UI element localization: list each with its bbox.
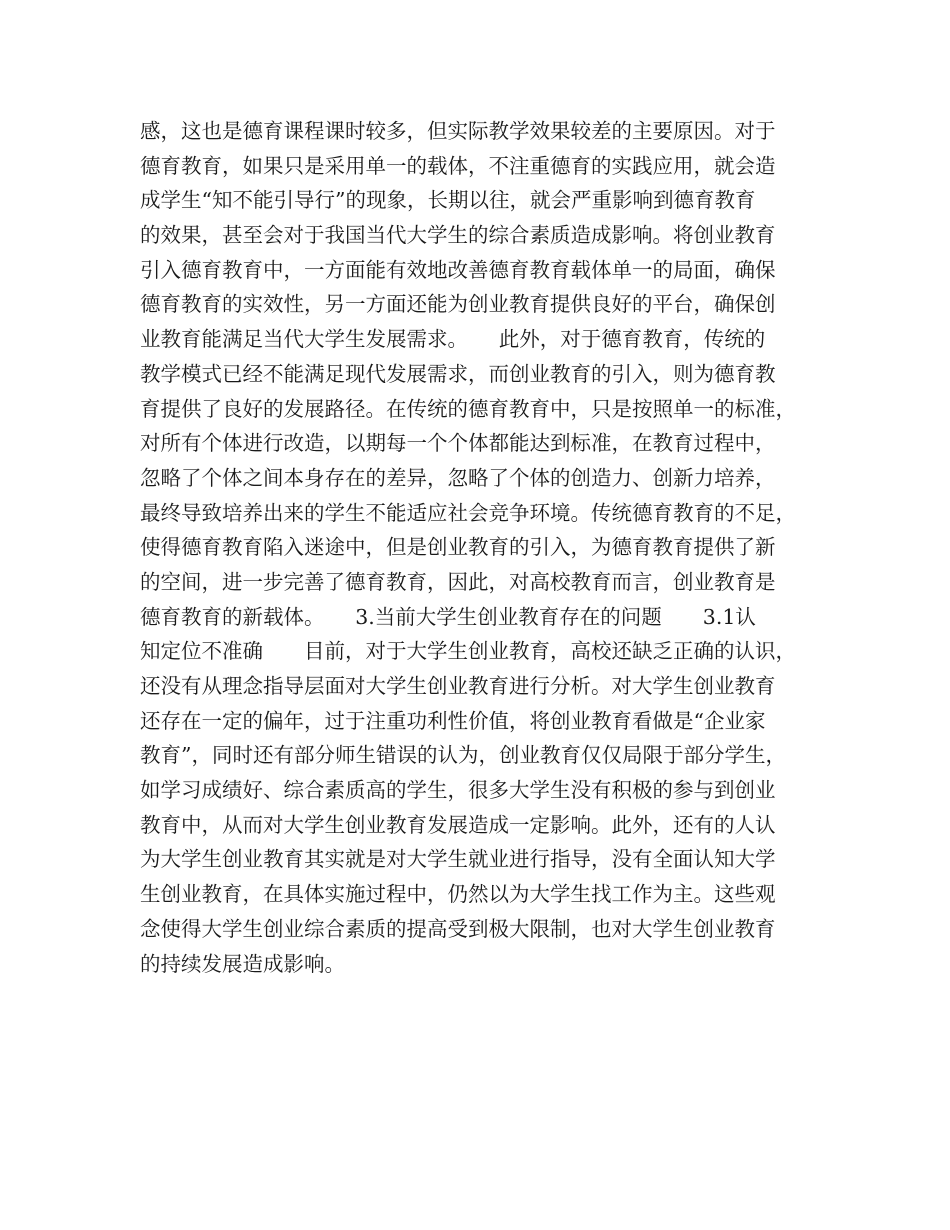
text-line: 教育中，从而对大学生创业教育发展造成一定影响。此外，还有的人认 xyxy=(140,812,776,837)
text-line: 对所有个体进行改造，以期每一个个体都能达到标准，在教育过程中， xyxy=(140,431,776,456)
text-line: 的持续发展造成影响。 xyxy=(140,951,345,976)
text-line: 引入德育教育中，一方面能有效地改善德育教育载体单一的局面，确保 xyxy=(140,257,776,282)
text-line: 如学习成绩好、综合素质高的学生，很多大学生没有积极的参与到创业 xyxy=(140,778,776,803)
text-line: 知定位不准确 目前，对于大学生创业教育，高校还缺乏正确的认识， xyxy=(140,639,796,664)
text-line: 育提供了良好的发展路径。在传统的德育教育中，只是按照单一的标准， xyxy=(140,396,796,421)
text-line: 德育教育的实效性，另一方面还能为创业教育提供良好的平台，确保创 xyxy=(140,292,776,317)
text-line: 为大学生创业教育其实就是对大学生就业进行指导，没有全面认知大学 xyxy=(140,847,776,872)
text-line: 还没有从理念指导层面对大学生创业教育进行分析。对大学生创业教育 xyxy=(140,674,776,698)
text-line: 感，这也是德育课程课时较多，但实际教学效果较差的主要原因。对于 xyxy=(140,119,776,143)
text-line: 的效果，甚至会对于我国当代大学生的综合素质造成影响。将创业教育 xyxy=(140,223,776,248)
text-line: 德育教育的新载体。 3.当前大学生创业教育存在的问题 3.1认 xyxy=(140,604,756,629)
text-line: 生创业教育，在具体实施过程中，仍然以为大学生找工作为主。这些观 xyxy=(140,882,776,907)
body-text xyxy=(140,114,830,981)
text-line: 最终导致培养出来的学生不能适应社会竞争环境。传统德育教育的不足， xyxy=(140,500,796,525)
text-line: 成学生“知不能引导行”的现象，长期以往，就会严重影响到德育教育 xyxy=(140,188,756,213)
text-line: 忽略了个体之间本身存在的差异，忽略了个体的创造力、创新力培养， xyxy=(140,465,776,490)
text-line: 还存在一定的偏年，过于注重功利性价值，将创业教育看做是“企业家 xyxy=(140,708,766,733)
text-line: 的空间，进一步完善了德育教育，因此，对高校教育而言，创业教育是 xyxy=(140,569,776,594)
text-line: 使得德育教育陷入迷途中，但是创业教育的引入，为德育教育提供了新 xyxy=(140,535,776,560)
text-line: 念使得大学生创业综合素质的提高受到极大限制，也对大学生创业教育 xyxy=(140,916,776,941)
text-line: 德育教育，如果只是采用单一的载体，不注重德育的实践应用，就会造 xyxy=(140,153,776,178)
text-line: 教育”，同时还有部分师生错误的认为，创业教育仅仅局限于部分学生， xyxy=(140,743,786,768)
text-line: 教学模式已经不能满足现代发展需求，而创业教育的引入，则为德育教 xyxy=(140,361,776,386)
text-line: 业教育能满足当代大学生发展需求。 此外，对于德育教育，传统的 xyxy=(140,327,766,352)
